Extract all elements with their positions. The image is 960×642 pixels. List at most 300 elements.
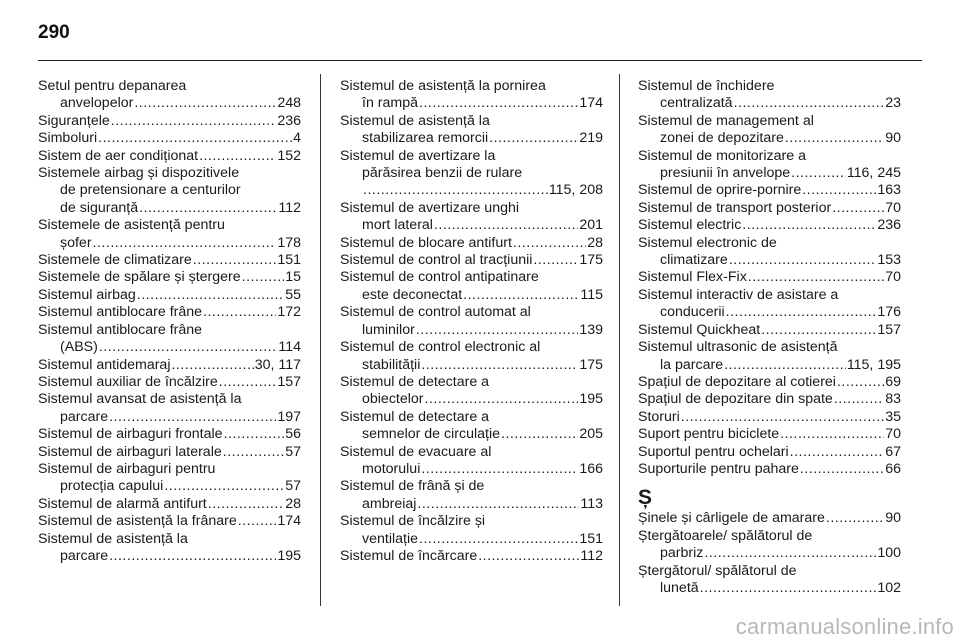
index-entry-line (38, 182, 301, 199)
index-entry (638, 148, 901, 183)
dot-leader (802, 182, 876, 199)
dot-leader (171, 357, 253, 374)
index-entry-line (38, 252, 301, 269)
dot-leader (137, 287, 284, 304)
index-entry (638, 113, 901, 148)
index-entry-page: 178 (277, 234, 301, 251)
index-entry-line (340, 130, 603, 147)
index-entry-text: Spațiul de depozitare din spate (638, 391, 833, 408)
index-entry-text: la parcare (660, 356, 724, 373)
index-entry-page: 90 (885, 510, 901, 527)
index-entry-page: 28 (285, 495, 301, 512)
index-entry-line (340, 217, 603, 234)
index-entry-text: Sistemul antidemaraj (38, 356, 171, 373)
index-entry-line (340, 78, 603, 95)
index-entry-text: Sistemul de control electronic al (340, 339, 541, 356)
index-entry-line (638, 165, 901, 182)
index-entry-page: 163 (877, 182, 901, 199)
dot-leader (164, 478, 284, 495)
watermark: carmanualsonline.info (735, 614, 954, 639)
index-entry-line (340, 165, 603, 182)
index-entry-line (340, 461, 603, 478)
index-entry-text: Șinele și cârligele de amarare (638, 510, 825, 527)
index-entry (38, 113, 301, 130)
dot-leader (425, 391, 579, 408)
index-entry-page: 69 (885, 373, 901, 390)
index-entry-text: Sistemul Quickheat (638, 321, 761, 338)
index-entry-text: presiunii în anvelope (660, 165, 791, 182)
index-entry-text: Sistemul de încălzire și (340, 513, 486, 530)
dot-leader (111, 113, 277, 130)
dot-leader (416, 322, 579, 339)
index-entry-page: 4 (293, 130, 301, 147)
dot-leader (748, 269, 884, 286)
index-entry-line (38, 357, 301, 374)
index-entry-line (638, 269, 901, 286)
index-entry-line (38, 531, 301, 548)
index-entry (340, 548, 603, 565)
dot-leader (700, 580, 877, 597)
index-entry (38, 461, 301, 496)
index-entry-text: Sistemul de frână și de (340, 478, 485, 495)
index-entry-line (638, 130, 901, 147)
index-entry-text: stabilității (362, 356, 421, 373)
index-entry (638, 510, 901, 527)
index-entry-line (340, 287, 603, 304)
index-entry-line (38, 148, 301, 165)
index-entry (340, 478, 603, 513)
index-entry-text: Sistemul de asistență la (340, 112, 490, 129)
index-entry-text: Sistemul de airbaguri pentru (38, 460, 216, 477)
dot-leader (501, 426, 578, 443)
index-entry-line (38, 374, 301, 391)
dot-leader (421, 461, 578, 478)
dot-leader (681, 409, 884, 426)
index-entry (38, 252, 301, 269)
index-entry-text: este deconectat (362, 286, 463, 303)
index-entry (38, 78, 301, 113)
index-entry (340, 444, 603, 479)
index-entry-text: mort lateral (362, 217, 433, 234)
index-entry-line (340, 374, 603, 391)
index-entry-text: Sistemul de închidere (638, 78, 775, 94)
index-entry-page: 115, 208 (548, 182, 603, 199)
index-entry-line (340, 339, 603, 356)
index-entry-page: 83 (885, 391, 901, 408)
dot-leader (834, 391, 884, 408)
index-entry-line (638, 391, 901, 408)
index-entry-page: 205 (579, 426, 603, 443)
index-entry-page: 166 (579, 460, 603, 477)
header-rule (38, 60, 922, 61)
index-entry-line (38, 165, 301, 182)
index-entry-text: Siguranțele (38, 112, 110, 129)
dot-leader (780, 426, 884, 443)
index-entry (340, 409, 603, 444)
dot-leader (419, 531, 578, 548)
index-entry-text: parcare (60, 408, 109, 425)
index-entry-line (38, 130, 301, 147)
index-entry-page: 70 (885, 199, 901, 216)
index-entry-line (340, 269, 603, 286)
dot-leader (478, 548, 579, 565)
index-entry-text: Sistemul de asistență la (38, 530, 188, 547)
index-entry-page: 219 (579, 130, 603, 147)
index-entry (340, 269, 603, 304)
index-entry (38, 357, 301, 374)
index-column-2 (340, 78, 603, 565)
dot-leader (800, 461, 884, 478)
index-entry-text: Sistemul electric (638, 217, 742, 234)
index-entry-text: conducerii (660, 304, 725, 321)
index-entry-page: 55 (285, 286, 301, 303)
index-entry-text: obiectelor (362, 391, 424, 408)
index-entry-line (38, 426, 301, 443)
index-entry (38, 531, 301, 566)
index-entry-line (38, 461, 301, 478)
index-entry-line (340, 322, 603, 339)
index-entry (38, 269, 301, 286)
index-entry-line (38, 235, 301, 252)
index-entry-text: de siguranță (60, 199, 139, 216)
index-entry-page: 56 (285, 426, 301, 443)
dot-leader (417, 496, 579, 513)
index-entry-line (340, 426, 603, 443)
index-entry-text: Sistemul auxiliar de încălzire (38, 373, 218, 390)
index-entry-text: semnelor de circulație (362, 426, 500, 443)
index-entry (638, 217, 901, 234)
index-entry-page: 248 (277, 95, 301, 112)
index-entry-page: 176 (877, 304, 901, 321)
index-entry-line (638, 409, 901, 426)
dot-leader (761, 322, 876, 339)
index-entry-line (38, 95, 301, 112)
index-entry-line (638, 461, 901, 478)
index-entry-line (340, 444, 603, 461)
index-entry-page: 100 (877, 545, 901, 562)
index-entry-line (638, 148, 901, 165)
index-entry-text: protecția capului (60, 478, 164, 495)
index-entry-line (638, 217, 901, 234)
index-entry (638, 391, 901, 408)
index-entry (638, 182, 901, 199)
dot-leader (434, 217, 578, 234)
index-entry-page: 70 (885, 426, 901, 443)
index-entry-text: Ștergătorul/ spălătorul de (638, 562, 797, 579)
index-entry (638, 409, 901, 426)
index-entry-page: 112 (278, 199, 301, 216)
index-entry-text: centralizată (660, 95, 733, 112)
index-entry-page: 15 (285, 269, 301, 286)
index-entry-page: 90 (885, 130, 901, 147)
index-entry-page: 151 (579, 530, 603, 547)
dot-leader (513, 235, 586, 252)
index-entry-text: Sistemele de spălare și ștergere (38, 269, 241, 286)
index-column-3 (638, 78, 901, 597)
index-entry-line (38, 200, 301, 217)
index-entry-text: Sistemul de asistență la pornirea (340, 78, 546, 94)
index-entry-page: 30, 117 (254, 356, 301, 373)
index-entry-page: 115 (580, 286, 603, 303)
index-entry-page: 152 (277, 147, 301, 164)
index-entry-text: Sistemul avansat de asistență la (38, 391, 242, 408)
dot-leader (363, 182, 548, 199)
index-entry (638, 269, 901, 286)
index-entry-text: anvelopelor (60, 95, 134, 112)
index-entry-text: Sistemul de oprire-pornire (638, 182, 802, 199)
index-entry-line (340, 182, 603, 199)
index-entry-line (38, 513, 301, 530)
index-entry-line (38, 496, 301, 513)
index-entry-page: 195 (277, 547, 301, 564)
index-entry-page: 114 (278, 339, 301, 356)
index-entry-text: stabilizarea remorcii (362, 130, 489, 147)
index-entry (638, 444, 901, 461)
index-entry-page: 175 (579, 356, 603, 373)
index-entry-line (340, 548, 603, 565)
index-entry-line (638, 339, 901, 356)
index-entry-text: Sistemele de climatizare (38, 252, 192, 269)
index-entry-line (638, 200, 901, 217)
dot-leader (98, 130, 292, 147)
dot-leader (99, 339, 278, 356)
index-entry-page: 35 (885, 408, 901, 425)
index-entry-line (38, 391, 301, 408)
index-entry (340, 252, 603, 269)
index-entry-line (638, 374, 901, 391)
index-entry-page: 67 (885, 443, 901, 460)
index-entry (340, 304, 603, 339)
index-entry-page: 70 (885, 269, 901, 286)
index-entry-text: luminilor (362, 321, 415, 338)
index-entry-page: 116, 245 (846, 165, 901, 182)
dot-leader (109, 409, 276, 426)
index-entry-page: 112 (580, 547, 603, 564)
index-entry-text: Sistemul de evacuare al (340, 443, 492, 460)
index-entry-line (638, 95, 901, 112)
index-entry (340, 235, 603, 252)
index-entry-line (340, 113, 603, 130)
index-entry-text: Sistemul de avertizare unghi (340, 199, 520, 216)
index-entry (340, 113, 603, 148)
index-entry (638, 235, 901, 270)
index-entry-text: climatizare (660, 252, 728, 269)
index-entry-text: Sistemul de avertizare la (340, 147, 496, 164)
index-entry-line (638, 235, 901, 252)
index-entry-page: 236 (877, 217, 901, 234)
index-entry-line (340, 95, 603, 112)
index-entry-page: 57 (285, 478, 301, 495)
dot-leader (837, 374, 884, 391)
index-entry-line (38, 78, 301, 95)
index-entry-text: Spațiul de depozitare al cotierei (638, 373, 836, 390)
index-entry-text: Sistemul de încărcare (340, 547, 478, 564)
dot-leader (785, 130, 884, 147)
index-entry-text: zonei de depozitare (660, 130, 784, 147)
index-entry-line (38, 287, 301, 304)
dot-leader (208, 496, 284, 513)
index-entry-page: 236 (277, 112, 301, 129)
index-entry-line (638, 580, 901, 597)
index-entry-text: Sistemele airbag și dispozitivele (38, 165, 240, 182)
index-entry (38, 304, 301, 321)
index-entry-line (38, 409, 301, 426)
index-entry-page: 157 (877, 321, 901, 338)
index-entry (38, 165, 301, 217)
index-entry-text: Suport pentru biciclete (638, 426, 780, 443)
index-entry-page: 102 (877, 579, 901, 596)
index-entry-text: Sistemul de alarmă antifurt (38, 495, 207, 512)
index-entry-line (38, 322, 301, 339)
dot-leader (238, 513, 277, 530)
index-entry (38, 287, 301, 304)
index-entry (38, 444, 301, 461)
index-entry-line (638, 357, 901, 374)
index-entry-text: Sistemul ultrasonic de asistență (638, 339, 838, 356)
index-entry-line (638, 304, 901, 321)
dot-leader (421, 357, 578, 374)
index-entry-page: 175 (579, 252, 603, 269)
index-entry-page: 172 (277, 304, 301, 321)
index-entry-text: parcare (60, 547, 109, 564)
index-entry-text: în rampă (362, 95, 418, 112)
index-entry-line (340, 513, 603, 530)
index-entry-page: 113 (580, 495, 603, 512)
index-entry (638, 200, 901, 217)
index-entry-line (340, 531, 603, 548)
dot-leader (734, 95, 885, 112)
index-entry (340, 513, 603, 548)
index-entry (340, 374, 603, 409)
dot-leader (790, 444, 885, 461)
dot-leader (726, 304, 877, 321)
dot-leader (139, 200, 277, 217)
index-entry-page: 201 (579, 217, 603, 234)
index-entry-line (340, 304, 603, 321)
index-entry (38, 513, 301, 530)
page-number: 290 (38, 22, 70, 43)
index-entry-page: 197 (277, 408, 301, 425)
dot-leader (193, 252, 277, 269)
index-entry-text: Storuri (638, 408, 680, 425)
index-entry-page: 66 (885, 460, 901, 477)
index-column-1 (38, 78, 301, 565)
index-entry-line (638, 545, 901, 562)
index-entry (638, 287, 901, 322)
dot-leader (463, 287, 579, 304)
dot-leader (832, 200, 884, 217)
index-entry-line (340, 252, 603, 269)
dot-leader (134, 95, 276, 112)
index-entry-line (340, 496, 603, 513)
index-entry-text: Sistemul de asistență la frânare (38, 513, 237, 530)
index-entry-text: Sistemul de control al tracțiunii (340, 252, 533, 269)
index-entry-line (38, 269, 301, 286)
index-entry-line (638, 510, 901, 527)
index-entry-line (340, 391, 603, 408)
index-entry-line (638, 528, 901, 545)
index-entry-page: 174 (579, 95, 603, 112)
dot-leader (219, 374, 277, 391)
index-entry-text: Suportul pentru ochelari (638, 443, 789, 460)
index-entry-line (340, 235, 603, 252)
index-entry-line (638, 426, 901, 443)
index-entry-text: Sistemul de control antipatinare (340, 269, 539, 286)
index-entry-text: Sistemul de blocare antifurt (340, 234, 512, 251)
index-entry-line (340, 148, 603, 165)
index-entry-text: Sistemul de transport posterior (638, 199, 832, 216)
index-entry-text: motorului (362, 460, 421, 477)
index-entry-text: lunetă (660, 579, 699, 596)
index-entry (38, 322, 301, 357)
index-entry-line (638, 182, 901, 199)
index-entry-page: 157 (277, 373, 301, 390)
index-entry-line (638, 287, 901, 304)
index-entry (638, 528, 901, 563)
index-entry-line (638, 113, 901, 130)
index-entry-text: Sistemul airbag (38, 286, 136, 303)
column-separator-1 (320, 74, 321, 606)
index-entry-text: Sistemul de airbaguri frontale (38, 426, 223, 443)
dot-leader (109, 548, 276, 565)
index-entry-text: Sistemul de airbaguri laterale (38, 443, 222, 460)
dot-leader (93, 235, 277, 252)
index-entry-text: parbriz (660, 545, 704, 562)
index-entry-line (638, 444, 901, 461)
index-entry-text: Sistemul de monitorizare a (638, 147, 806, 164)
index-entry (38, 217, 301, 252)
dot-leader (489, 130, 578, 147)
index-entry (38, 496, 301, 513)
index-entry-line (340, 357, 603, 374)
index-entry (638, 461, 901, 478)
index-entry-text: șofer (60, 234, 92, 251)
index-entry-text: Ștergătoarele/ spălătorul de (638, 527, 813, 544)
index-entry-line (38, 548, 301, 565)
index-entry-text: ventilație (362, 530, 418, 547)
index-entry (638, 374, 901, 391)
dot-leader (419, 95, 578, 112)
index-entry (340, 339, 603, 374)
index-entry (38, 374, 301, 391)
index-entry (38, 130, 301, 147)
index-entry (638, 322, 901, 339)
index-entry-text: Sistemul de detectare a (340, 373, 490, 390)
index-entry-text: Sistem de aer condiționat (38, 147, 199, 164)
dot-leader (742, 217, 876, 234)
dot-leader (826, 510, 884, 527)
index-entry-line (638, 78, 901, 95)
index-entry-text: Sistemul Flex-Fix (638, 269, 747, 286)
index-entry-page: 153 (877, 252, 901, 269)
index-entry-line (38, 113, 301, 130)
index-entry-page: 115, 195 (846, 356, 901, 373)
index-entry (340, 200, 603, 235)
dot-leader (223, 444, 284, 461)
index-entry-line (340, 409, 603, 426)
index-entry-line (638, 563, 901, 580)
index-entry (638, 563, 901, 598)
index-entry-page: 151 (277, 252, 301, 269)
index-entry (340, 78, 603, 113)
dot-leader (203, 304, 276, 321)
index-entry (38, 148, 301, 165)
index-entry-text: părăsirea benzii de rulare (362, 165, 523, 182)
index-entry-text: Sistemul interactiv de asistare a (638, 286, 839, 303)
index-entry-page: 23 (885, 95, 901, 112)
index-entry (38, 391, 301, 426)
dot-leader (724, 357, 846, 374)
